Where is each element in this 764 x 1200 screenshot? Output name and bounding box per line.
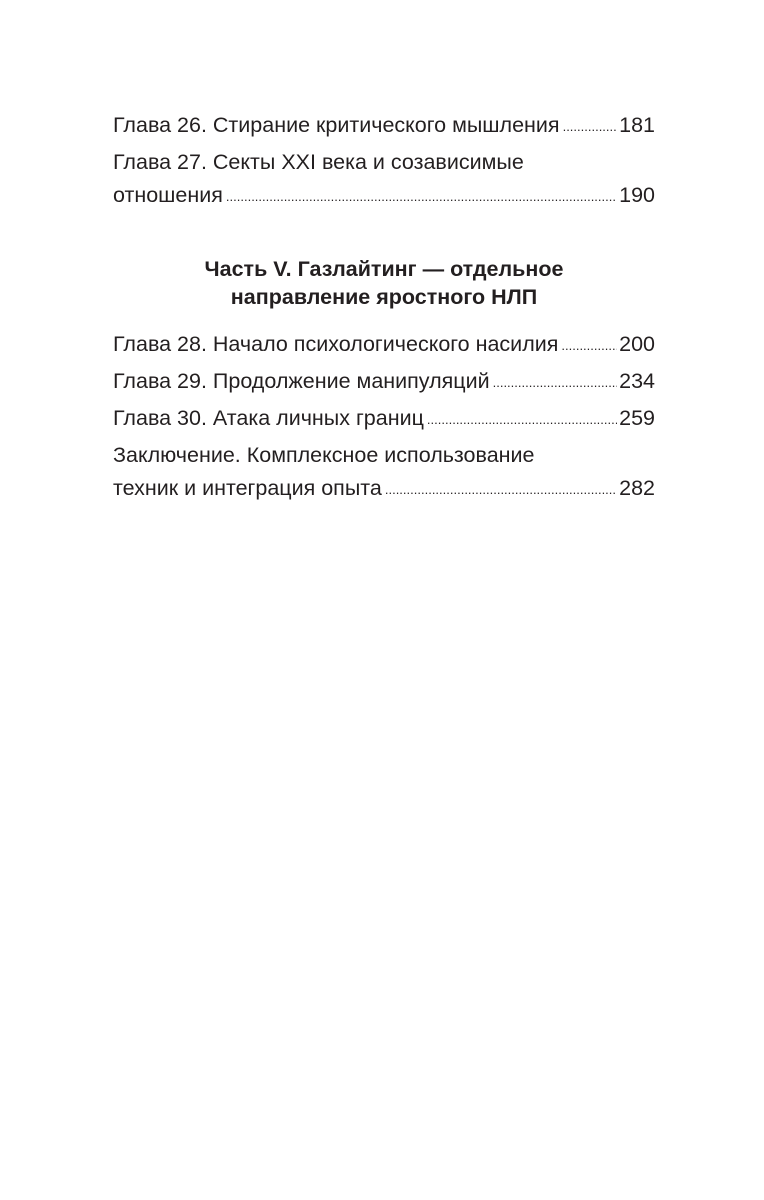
toc-page-number: 181 — [619, 113, 655, 137]
toc-entry-line — [113, 472, 655, 505]
dot-leader — [385, 483, 617, 496]
toc-entry-chapter-29[interactable] — [113, 365, 655, 398]
toc-entry-line — [113, 328, 655, 361]
dot-leader — [493, 376, 618, 389]
toc-entry-title-line2: отношения — [113, 183, 223, 207]
toc-page-number: 234 — [619, 369, 655, 393]
toc-entry-line — [113, 402, 655, 435]
toc-entry-chapter-26[interactable] — [113, 109, 655, 142]
toc-page-number: 282 — [619, 476, 655, 500]
toc-page-number: 190 — [619, 183, 655, 207]
toc-entry-title-line1: Заключение. Комплексное использование — [113, 443, 535, 467]
toc-entry-chapter-27[interactable] — [113, 146, 655, 212]
toc-entry-conclusion[interactable] — [113, 439, 655, 505]
toc-entry-line — [113, 365, 655, 398]
part-heading[interactable] — [113, 255, 655, 311]
dot-leader — [226, 190, 617, 203]
toc-entry-chapter-30[interactable] — [113, 402, 655, 435]
toc-entry-title: Глава 26. Стирание критического мышления — [113, 113, 560, 137]
part-heading-line2: направление яростного НЛП — [230, 285, 538, 309]
table-of-contents — [113, 109, 655, 509]
toc-entry-line — [113, 179, 655, 212]
toc-entry-title-line1: Глава 27. Секты XXI века и созависимые — [113, 150, 524, 174]
toc-entry-title: Глава 30. Атака личных границ — [113, 406, 424, 430]
dot-leader — [561, 339, 617, 352]
toc-entry-title: Глава 28. Начало психологического насилия — [113, 332, 559, 356]
toc-entry-chapter-28[interactable] — [113, 328, 655, 361]
toc-entry-title-line2: техник и интеграция опыта — [113, 476, 382, 500]
toc-page-number: 200 — [619, 332, 655, 356]
dot-leader — [427, 413, 617, 426]
toc-entry-title: Глава 29. Продолжение манипуляций — [113, 369, 490, 393]
toc-entry-line — [113, 109, 655, 142]
part-heading-line1: Часть V. Газлайтинг — отдельное — [204, 257, 564, 281]
toc-page-number: 259 — [619, 406, 655, 430]
dot-leader — [563, 120, 618, 133]
